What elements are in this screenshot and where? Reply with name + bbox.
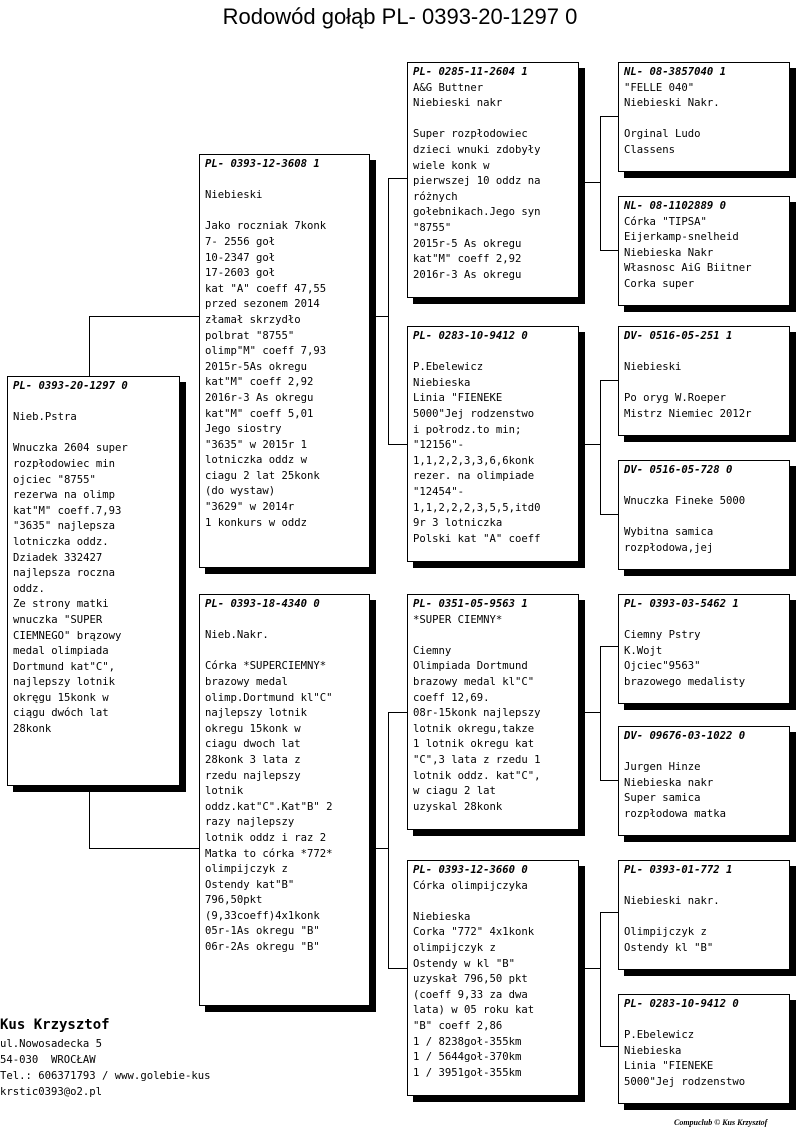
pedigree-note-line: rzedu najlepszy (205, 769, 301, 782)
connector-line (388, 968, 408, 969)
pedigree-note-line: 5000"Jej rodzenstwo (624, 1075, 746, 1088)
pedigree-note-line (413, 628, 574, 644)
pedigree-note-line: lotnik oddz. kat"C", (413, 769, 541, 782)
pedigree-note-line: "FELLE 040" (624, 81, 695, 94)
pedigree-note-line: rezerwa na olimp (13, 489, 116, 502)
connector-line (600, 514, 618, 515)
pedigree-note-line: P.Ebelewicz (413, 361, 484, 374)
page-title: Rodowód gołąb PL- 0393-20-1297 0 (222, 4, 578, 29)
ring-number: PL- 0283-10-9412 0 (413, 330, 528, 342)
pedigree-note-line (624, 376, 785, 392)
connector-line (600, 116, 601, 250)
pedigree-note-line: Niebieski Nakr. (624, 97, 720, 110)
ring-number: PL- 0283-10-9412 0 (624, 998, 739, 1010)
pedigree-note-line: Wybitna samica (624, 526, 714, 539)
pedigree-note-line: 2015r-5 As okregu (413, 237, 522, 250)
pedigree-note-line: Ojciec"9563" (624, 660, 701, 673)
pedigree-note-line: rozpłodowa matka (624, 807, 727, 820)
connector-line (600, 646, 618, 647)
pedigree-note-line: lata) w 05 roku kat (413, 1004, 535, 1017)
pedigree-note-line: Córka *SUPERCIEMNY* (205, 660, 327, 673)
pedigree-note-line: Nieb.Pstra (13, 411, 77, 424)
ring-number: DV- 0516-05-728 0 (624, 464, 733, 476)
pedigree-note-line: 08r-15konk najlepszy (413, 707, 541, 720)
pedigree-note-line: Jurgen Hinze (624, 761, 701, 774)
connector-line (584, 444, 600, 445)
pedigree-note-line: Ciemny (413, 644, 452, 657)
pedigree-note-line: olimpijczyk z (205, 863, 288, 876)
connector-line (89, 786, 90, 848)
pedigree-note-line: 1,1,2,2,2,3,5,5,itd0 (413, 501, 541, 514)
connector-line (89, 316, 90, 376)
pedigree-note-line: Polski kat "A" coeff (413, 532, 541, 545)
pedigree-card-dam-sire-dam (618, 726, 790, 836)
pedigree-note-line: Linia "FIENEKE (413, 392, 503, 405)
pedigree-note-line: Niebieska Nakr (624, 246, 714, 259)
pedigree-note-line: olimp"M" coeff 7,93 (205, 345, 327, 358)
pedigree-note-line: brazowy medal kl"C" (413, 675, 535, 688)
pedigree-note-line (624, 879, 785, 895)
pedigree-note-line (205, 644, 365, 660)
pedigree-note-line: Mistrz Niemiec 2012r (624, 407, 752, 420)
pedigree-note-line: 1 / 3951goł-355km (413, 1066, 522, 1079)
pedigree-note-line: A&G Buttner (413, 81, 484, 94)
pedigree-note-line (624, 613, 785, 629)
connector-line (584, 712, 600, 713)
pedigree-note-line: Super rozpłodowiec (413, 128, 528, 141)
pedigree-note-line: okręgu 15konk w (13, 691, 109, 704)
pedigree-note-line: (coeff 9,33 za dwa (413, 988, 528, 1001)
pedigree-note-line (624, 510, 785, 526)
pedigree-note-line: wiele konk w (413, 159, 490, 172)
pedigree-note-line: "C",3 lata z rzedu 1 (413, 753, 541, 766)
pedigree-note-line: Ostendy w kl "B" (413, 957, 516, 970)
pedigree-note-line: Corka super (624, 277, 695, 290)
pedigree-note-line: 796,50pkt (205, 894, 263, 907)
pedigree-note-line: Wnuczka 2604 super (13, 442, 128, 455)
pedigree-note-line: Matka to córka *772* (205, 847, 333, 860)
pedigree-card-dam-dam (407, 860, 579, 1096)
ring-number: NL- 08-3857040 1 (624, 66, 727, 78)
pedigree-note-line: Po oryg W.Roeper (624, 392, 727, 405)
pedigree-note-line: "12454"- (413, 485, 465, 498)
pedigree-note-line: 05r-1As okregu "B" (205, 925, 320, 938)
pedigree-note-line (624, 1013, 785, 1029)
pedigree-note-line: kat"M" coeff 5,01 (205, 407, 314, 420)
pedigree-note-line: 28konk (13, 723, 52, 736)
pedigree-note-line: Niebieski (205, 189, 263, 202)
pedigree-note-line: Dziadek 332427 (13, 551, 103, 564)
pedigree-card-dam-sire (407, 594, 579, 830)
pedigree-note-line: polbrat "8755" (205, 329, 295, 342)
pedigree-note-line: "3629" w 2014r (205, 501, 295, 514)
pedigree-note-line: 10-2347 goł (205, 251, 276, 264)
pedigree-card-dam-dam-sire (618, 860, 790, 970)
breeder-name: Kus Krzysztof (0, 1017, 110, 1033)
pedigree-card-sire-dam (407, 326, 579, 562)
pedigree-card-dam-dam-dam (618, 994, 790, 1104)
connector-line (388, 444, 408, 445)
pedigree-note-line: olimpijczyk z (413, 941, 496, 954)
ring-number: NL- 08-1102889 0 (624, 200, 727, 212)
pedigree-note-line (624, 345, 785, 361)
pedigree-note-line: Niebieska (413, 376, 471, 389)
pedigree-note-line: lotniczka oddz. (13, 535, 109, 548)
pedigree-note-line: "3635" najlepsza (13, 520, 116, 533)
pedigree-note-line: gołebnikach.Jego syn (413, 206, 541, 219)
pedigree-note-line: najlepsza roczna (13, 567, 116, 580)
pedigree-note-line (205, 173, 365, 189)
pedigree-note-line: 1,1,2,2,3,3,6,6konk (413, 454, 535, 467)
pedigree-note-line: kat"M" coeff.7,93 (13, 504, 122, 517)
pedigree-note-line: lotnik oddz i raz 2 (205, 831, 327, 844)
connector-line (600, 780, 618, 781)
ring-number: PL- 0393-12-3660 0 (413, 864, 528, 876)
pedigree-note-line: Eijerkamp-snelheid (624, 231, 739, 244)
pedigree-note-line: najlepszy lotnik (205, 707, 308, 720)
connector-line (600, 380, 601, 514)
pedigree-note-line (13, 426, 175, 442)
pedigree-note-line: oddz.kat"C".Kat"B" 2 (205, 800, 333, 813)
ring-number: PL- 0393-03-5462 1 (624, 598, 739, 610)
ring-number: PL- 0393-01-772 1 (624, 864, 733, 876)
breeder-email: krstic0393@o2.pl (0, 1086, 103, 1098)
pedigree-note-line: ojciec "8755" (13, 473, 96, 486)
pedigree-note-line: Classens (624, 143, 676, 156)
ring-number: PL- 0393-20-1297 0 (13, 380, 128, 392)
pedigree-note-line: Niebieska (413, 910, 471, 923)
pedigree-note-line: uzyskał 796,50 pkt (413, 973, 528, 986)
pedigree-note-line: 1 konkurs w oddz (205, 516, 308, 529)
pedigree-note-line: "B" coeff 2,86 (413, 1019, 503, 1032)
ring-number: PL- 0285-11-2604 1 (413, 66, 528, 78)
pedigree-note-line: brazowego medalisty (624, 675, 746, 688)
pedigree-note-line: 2015r-5As okregu (205, 360, 308, 373)
pedigree-note-line: CIEMNEGO" brązowy (13, 629, 122, 642)
pedigree-note-line: Niebieski nakr. (624, 895, 720, 908)
connector-line (600, 912, 618, 913)
pedigree-note-line: rozpłodowa,jej (624, 541, 714, 554)
pedigree-card-dam-sire-sire (618, 594, 790, 704)
connector-line (600, 1046, 618, 1047)
connector-line (89, 848, 199, 849)
connector-line (388, 178, 408, 179)
pedigree-note-line: 5000"Jej rodzenstwo (413, 407, 535, 420)
pedigree-note-line (205, 613, 365, 629)
breeder-info (0, 1014, 210, 1100)
pedigree-card-sire-dam-sire (618, 326, 790, 436)
pedigree-note-line: 1 / 8238goł-355km (413, 1035, 522, 1048)
pedigree-note-line: Jego siostry (205, 423, 282, 436)
pedigree-note-line (205, 204, 365, 220)
pedigree-note-line: uzyskal 28konk (413, 800, 503, 813)
pedigree-note-line (624, 745, 785, 761)
pedigree-note-line: Córka olimpijczyka (413, 879, 528, 892)
pedigree-note-line: coeff 12,69. (413, 691, 490, 704)
pedigree-note-line: Linia "FIENEKE (624, 1060, 714, 1073)
pedigree-note-line: *SUPER CIEMNY* (413, 613, 503, 626)
pedigree-note-line (13, 395, 175, 411)
pedigree-note-line: okregu 15konk w (205, 722, 301, 735)
pedigree-note-line: Ciemny Pstry (624, 629, 701, 642)
breeder-contact: Tel.: 606371793 / www.golebie-kus (0, 1070, 211, 1082)
connector-line (600, 116, 618, 117)
pedigree-note-line: kat "A" coeff 47,55 (205, 282, 327, 295)
ring-number: DV- 0516-05-251 1 (624, 330, 733, 342)
pedigree-note-line: Olimpijczyk z (624, 926, 707, 939)
pedigree-note-line: lotniczka oddz w (205, 454, 308, 467)
pedigree-note-line: Ze strony matki (13, 598, 109, 611)
pedigree-note-line: Dortmund kat"C", (13, 660, 116, 673)
pedigree-note-line: ciagu dwoch lat (205, 738, 301, 751)
connector-line (375, 316, 389, 317)
pedigree-note-line: złamał skrzydło (205, 313, 301, 326)
pedigree-note-line (413, 345, 574, 361)
pedigree-note-line: Niebieski (624, 361, 682, 374)
pedigree-note-line: najlepszy lotnik (13, 676, 116, 689)
pedigree-note-line: kat"M" coeff 2,92 (413, 253, 522, 266)
connector-line (89, 316, 199, 317)
pedigree-note-line: Niebieska nakr (624, 776, 714, 789)
ring-number: DV- 09676-03-1022 0 (624, 730, 746, 742)
pedigree-note-line: Ostendy kat"B" (205, 878, 295, 891)
pedigree-note-line: Niebieska (624, 1044, 682, 1057)
pedigree-note-line: rozpłodowiec min (13, 457, 116, 470)
pedigree-note-line: 17-2603 goł (205, 267, 276, 280)
pedigree-note-line: Nieb.Nakr. (205, 629, 269, 642)
pedigree-note-line: P.Ebelewicz (624, 1029, 695, 1042)
pedigree-note-line: 06r-2As okregu "B" (205, 941, 320, 954)
pedigree-note-line: "3635" w 2015r 1 (205, 438, 308, 451)
pedigree-note-line: K.Wojt (624, 644, 663, 657)
pedigree-note-line: pierwszej 10 oddz na (413, 175, 541, 188)
pedigree-note-line: kat"M" coeff 2,92 (205, 376, 314, 389)
pedigree-note-line: 9r 3 lotniczka (413, 517, 503, 530)
pedigree-note-line (624, 479, 785, 495)
pedigree-card-sire (199, 154, 370, 568)
connector-line (600, 250, 618, 251)
connector-line (584, 182, 600, 183)
pedigree-card-sire-sire-sire (618, 62, 790, 172)
ring-number: PL- 0351-05-9563 1 (413, 598, 528, 610)
pedigree-note-line (624, 910, 785, 926)
breeder-city: 54-030 WROCŁAW (0, 1054, 96, 1066)
pedigree-note-line: Córka "TIPSA" (624, 215, 707, 228)
footer-credit: Compuclub © Kus Krzysztof (674, 1118, 768, 1127)
pedigree-note-line: 7- 2556 goł (205, 235, 276, 248)
pedigree-note-line: 2016r-3 As okregu (413, 268, 522, 281)
pedigree-note-line: Orginal Ludo (624, 128, 701, 141)
pedigree-note-line: "8755" (413, 221, 452, 234)
pedigree-note-line: Niebieski nakr (413, 97, 503, 110)
pedigree-note-line (624, 112, 785, 128)
pedigree-card-sire-sire (407, 62, 579, 298)
pedigree-note-line: 2016r-3 As okregu (205, 391, 314, 404)
pedigree-note-line: Własnosc AiG Biitner (624, 262, 752, 275)
pedigree-note-line: rezer. na olimpiade (413, 470, 535, 483)
pedigree-note-line: ciągu dwóch lat (13, 707, 109, 720)
pedigree-note-line: olimp.Dortmund kl"C" (205, 691, 333, 704)
connector-line (600, 646, 601, 780)
pedigree-note-line: (9,33coeff)4x1konk (205, 909, 320, 922)
connector-line (600, 912, 601, 1046)
pedigree-note-line: dzieci wnuki zdobyły (413, 143, 541, 156)
pedigree-note-line: Olimpiada Dortmund (413, 660, 528, 673)
pedigree-note-line: Super samica (624, 792, 701, 805)
pedigree-note-line: (do wystaw) (205, 485, 276, 498)
connector-line (600, 380, 618, 381)
connector-line (388, 712, 408, 713)
pedigree-note-line: brazowy medal (205, 675, 288, 688)
pedigree-note-line: i połrodz.to min; (413, 423, 522, 436)
connector-line (375, 848, 389, 849)
pedigree-note-line: "12156"- (413, 439, 465, 452)
connector-line (388, 712, 389, 968)
pedigree-card-subject (7, 376, 180, 786)
pedigree-note-line: medal olimpiada (13, 645, 109, 658)
pedigree-note-line: w ciagu 2 lat (413, 785, 496, 798)
connector-line (388, 178, 389, 444)
pedigree-note-line: lotnik okregu,takze (413, 722, 535, 735)
pedigree-note-line: oddz. (13, 582, 45, 595)
pedigree-card-sire-sire-dam (618, 196, 790, 306)
ring-number: PL- 0393-18-4340 0 (205, 598, 320, 610)
pedigree-note-line: ciagu 2 lat 25konk (205, 469, 320, 482)
pedigree-note-line: Corka "772" 4x1konk (413, 926, 535, 939)
pedigree-note-line: wnuczka "SUPER (13, 613, 103, 626)
pedigree-card-dam (199, 594, 370, 1006)
breeder-street: ul.Nowosadecka 5 (0, 1038, 103, 1050)
pedigree-note-line (413, 894, 574, 910)
pedigree-note-line: 28konk 3 lata z (205, 753, 301, 766)
connector-line (584, 968, 600, 969)
pedigree-note-line: razy najlepszy (205, 816, 295, 829)
pedigree-note-line: 1 lotnik okregu kat (413, 738, 535, 751)
pedigree-note-line: Ostendy kl "B" (624, 941, 714, 954)
pedigree-note-line: Jako roczniak 7konk (205, 220, 327, 233)
pedigree-note-line (413, 112, 574, 128)
ring-number: PL- 0393-12-3608 1 (205, 158, 320, 170)
pedigree-note-line: Wnuczka Fineke 5000 (624, 495, 746, 508)
pedigree-note-line: przed sezonem 2014 (205, 298, 320, 311)
pedigree-note-line: lotnik (205, 785, 244, 798)
pedigree-note-line: 1 / 5644goł-370km (413, 1051, 522, 1064)
pedigree-card-sire-dam-dam (618, 460, 790, 570)
pedigree-note-line: różnych (413, 190, 458, 203)
